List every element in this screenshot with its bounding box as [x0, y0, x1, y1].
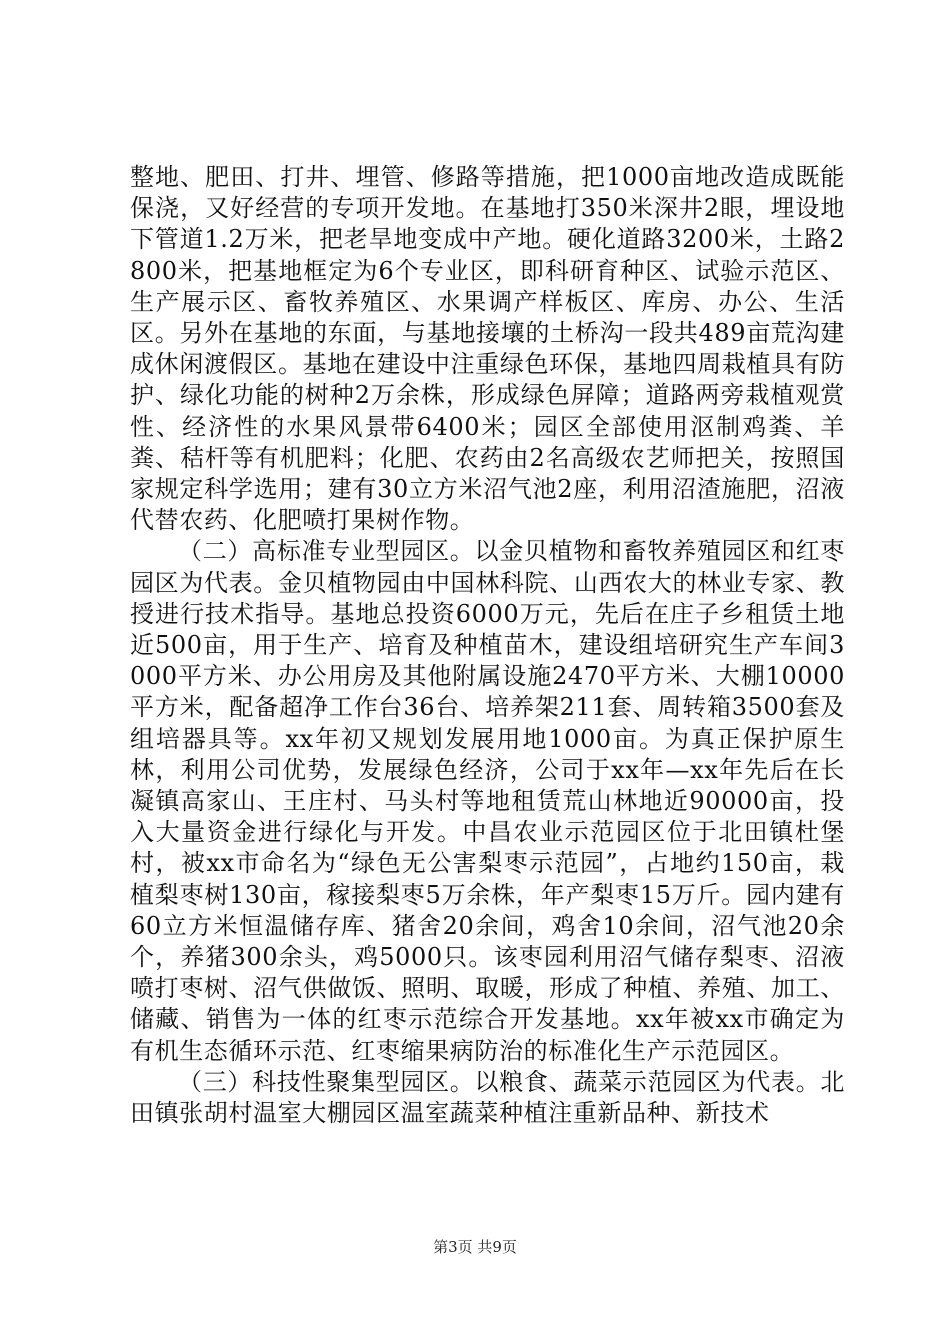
document-body	[130, 162, 845, 1129]
page-footer: 第3页 共9页	[433, 1238, 517, 1256]
paragraph-3: （三）科技性聚集型园区。以粮食、蔬菜示范园区为代表。北田镇张胡村温室大棚园区温室蔬菜种植注重新品种、新技术	[130, 1067, 845, 1128]
paragraph-1: 整地、肥田、打井、埋管、修路等措施，把1000亩地改造成既能保浇，又好经营的专项开发地。在基地打350米深井2眼，埋设地下管道1.2万米，把老旱地变成中产地。硬化道路3200米，土路2800米，把基地框定为6个专业区，即科研育种区、试验示范区、生产展示区、畜牧养殖区、水果调产样板区、库房、办公、生活区。另外在基地的东面，与基地接壤的土桥沟一段共489亩荒沟建成休闲渡假区。基地在建设中注重绿色环保，基地四周栽植具有防护、绿化功能的树种2万余株，形成绿色屏障；道路两旁栽植观赏性、经济性的水果风景带6400米；园区全部使用沤制鸡粪、羊粪、秸杆等有机肥料；化肥、农药由2名高级农艺师把关，按照国家规定科学选用；建有30立方米沼气池2座，利用沼渣施肥，沼液代替农药、化肥喷打果树作物。	[130, 163, 845, 535]
paragraph-2: （二）高标准专业型园区。以金贝植物和畜牧养殖园区和红枣园区为代表。金贝植物园由中国林科院、山西农大的林业专家、教授进行技术指导。基地总投资6000万元，先后在庄子乡租赁土地近500亩，用于生产、培育及种植苗木，建设组培研究生产车间3000平方米、办公用房及其他附属设施2470平方米、大棚10000平方米，配备超净工作台36台、培养架211套、周转箱3500套及组培器具等。xx年初又规划发展用地1000亩。为真正保护原生林，利用公司优势，发展绿色经济，公司于xx年—xx年先后在长凝镇高家山、王庄村、马头村等地租赁荒山林地近90000亩，投入大量资金进行绿化与开发。中昌农业示范园区位于北田镇杜堡村，被xx市命名为“绿色无公害梨枣示范园”，占地约150亩，栽植梨枣树130亩，稼接梨枣5万余株，年产梨枣15万斤。园内建有60立方米恒温储存库、猪舍20余间，鸡舍10余间，沼气池20余个，养猪300余头，鸡5000只。该枣园利用沼气储存梨枣、沼液喷打枣树、沼气供做饭、照明、取暖，形成了种植、养殖、加工、储藏、销售为一体的红枣示范综合开发基地。xx年被xx市确定为有机生态循环示范、红枣缩果病防治的标准化生产示范园区。	[130, 537, 845, 1065]
